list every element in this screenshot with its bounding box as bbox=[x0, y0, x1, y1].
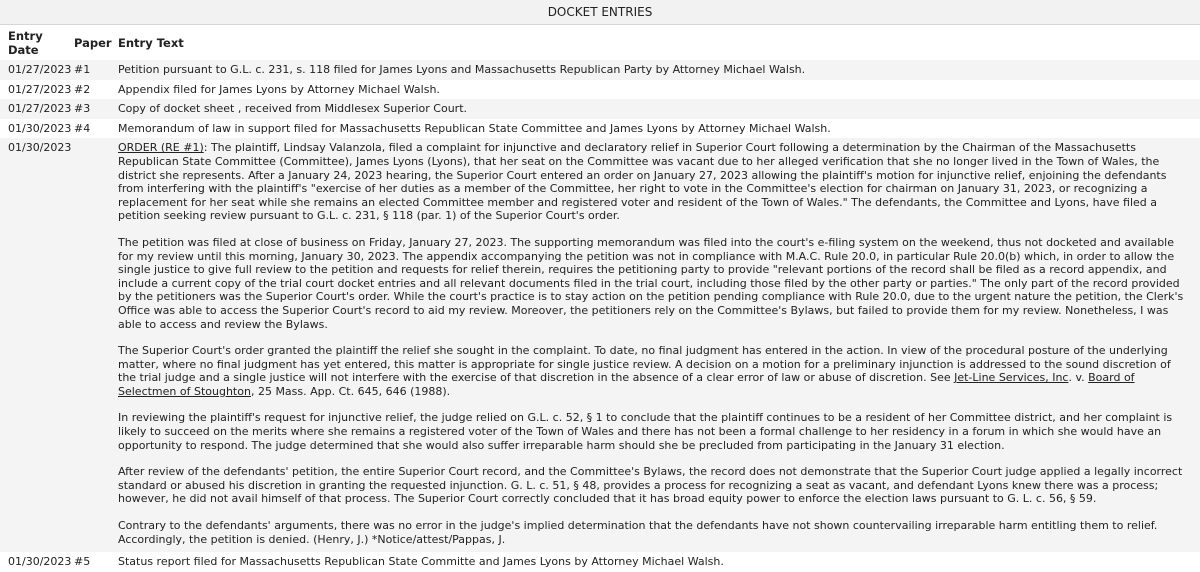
entry-text: Appendix filed for James Lyons by Attorney Michael Walsh. bbox=[118, 82, 440, 96]
header-entry-text: Entry Text bbox=[118, 36, 184, 50]
entry-date: 01/30/2023 bbox=[8, 555, 72, 569]
table-row bbox=[0, 99, 1200, 119]
entry-paper bbox=[70, 138, 110, 552]
order-paragraph-2: The petition was filed at close of business on Friday, January 27, 2023. The supporting memorandum was filed into the court's e-filing system on the weekend, thus not docketed and available for my review until this morning, January 30, 2023. The appendix accompanying the petition was not in compliance with M.A.C. Rule 20.0, in particular Rule 20.0(b) which, in order to allow the single justice to give full review to the petition and requests for relief therein, requires the petitioning party to provide "relevant portions of the record shall be filed as a record appendix, and include a current copy of the trial court docket entries and all relevant documents filed in the trial court, including those filed by the other party or parties." The only part of the record provided by the petitioners was the Superior Court's order. While the court's practice is to stay action on the petition pending compliance with Rule 20.0, due to the urgent nature the petition, the Clerk's Office was able to access the Superior Court's record to aid my review. Moreover, the petitioners rely on the Committee's Bylaws, but failed to provide them for my review. Nonetheless, I was able to access and review the Bylaws. bbox=[118, 235, 1184, 331]
entry-text: Status report filed for Massachusetts Republican State Committe and James Lyons by Attorney Michael Walsh. bbox=[118, 555, 724, 569]
header-row bbox=[0, 25, 1200, 60]
table-row bbox=[0, 119, 1200, 139]
entry-paper: #1 bbox=[70, 60, 110, 80]
entry-date: 01/27/2023 bbox=[0, 60, 70, 80]
order-text bbox=[110, 138, 1200, 552]
order-paragraph-5: After review of the defendants' petition, the entire Superior Court record, and the Committee's Bylaws, the record does not demonstrate that the Superior Court judge applied a legally incorrect standard or abused his discretion in granting the requested injunction. G. L. c. 51, § 48, provides a process for recognizing a seat as vacant, and defendant Lyons knew there was a process; however, he did not avail himself of that process. The Superior Court correctly concluded that it has broad equity power to enforce the election laws pursuant to G. L. c. 56, § 59. bbox=[118, 465, 1183, 506]
entry-paper: #2 bbox=[74, 82, 91, 96]
case-citation-1: Jet-Line Services, Inc bbox=[954, 371, 1069, 385]
entry-date: 01/27/2023 bbox=[8, 82, 72, 96]
order-paragraph-4: In reviewing the plaintiff's request for injunctive relief, the judge relied on G.L. c. 52, § 1 to conclude that the plaintiff continues to be a resident of her Committee district, and her complaint is likely to succeed on the merits where she remains a registered voter of the Town of Wales and there has not been a formal challenge to her residency in a forum in which she would have an opportunity to respond. The judge determined that she would also suffer irreparable harm should she be precluded from participating in the January 31 election. bbox=[118, 411, 1173, 452]
order-paragraph-6: Contrary to the defendants' arguments, there was no error in the judge's implied determination that the defendants have not shown countervailing irreparable harm entitling them to relief. Accordingly, the petition is denied. (Henry, J.) *Notice/attest/Pappas, J. bbox=[118, 519, 1158, 546]
entry-text: Petition pursuant to G.L. c. 231, s. 118 filed for James Lyons and Massachusetts Republican Party by Attorney Michael Walsh. bbox=[110, 60, 1200, 80]
header-paper: Paper bbox=[74, 36, 112, 50]
entry-text: Copy of docket sheet , received from Middlesex Superior Court. bbox=[110, 99, 1200, 119]
entry-date: 01/30/2023 bbox=[0, 138, 70, 552]
entry-date: 01/30/2023 bbox=[8, 121, 72, 135]
table-row-order bbox=[0, 138, 1200, 552]
table-row bbox=[0, 60, 1200, 80]
entry-paper: #4 bbox=[74, 121, 91, 135]
entry-paper: #5 bbox=[74, 555, 91, 569]
table-row bbox=[0, 80, 1200, 100]
docket-title: DOCKET ENTRIES bbox=[0, 0, 1200, 25]
order-heading-link[interactable]: ORDER (RE #1) bbox=[118, 141, 204, 155]
entry-text: Memorandum of law in support filed for Massachusetts Republican State Committee and James Lyons by Attorney Michael Walsh. bbox=[118, 121, 831, 135]
docket-table bbox=[0, 25, 1200, 572]
table-row bbox=[0, 552, 1200, 572]
entry-date: 01/27/2023 bbox=[0, 99, 70, 119]
case-citation-2: Board of Selectmen of Stoughton bbox=[118, 371, 1135, 398]
header-entry-date: Entry Date bbox=[8, 29, 43, 57]
order-paragraph-1: ORDER (RE #1): The plaintiff, Lindsay Valanzola, filed a complaint for injunctive and declaratory relief in Superior Court following a determination by the Chairman of the Massachusetts Republican State Committee (Committee), James Lyons (Lyons), that her seat on the Committee was vacant due to her alleged verification that she no longer lived in the Town of Wales, the district she represents. After a January 24, 2023 hearing, the Superior Court entered an order on January 27, 2023 allowing the plaintiff's motion for injunctive relief, enjoining the defendants from interfering with the plaintiff's "exercise of her duties as a member of the Committee, her right to vote in the Committee's election for chairman on January 31, 2023, or recognizing a replacement for her seat while she remains an elected Committee member and registered voter and resident of the Town of Wales." The defendants, the Committee and Lyons, have filed a petition seeking review pursuant to G.L. c. 231, § 118 (par. 1) of the Superior Court's order. bbox=[118, 141, 1167, 223]
entry-paper: #3 bbox=[70, 99, 110, 119]
order-paragraph-3: The Superior Court's order granted the plaintiff the relief she sought in the complaint. To date, no final judgment has entered in the action. In view of the procedural posture of the underlying matter, where no final judgment has yet entered, this matter is appropriate for single justice review. A decision on a motion for a preliminary injunction is addressed to the sound discretion of the trial judge and a single justice will not interfere with the exercise of that discretion in the absence of a clear error of law or abuse of discretion. See Jet-Line Services, Inc. v. Board of Selectmen of Stoughton, 25 Mass. App. Ct. 645, 646 (1988). bbox=[118, 344, 1171, 398]
